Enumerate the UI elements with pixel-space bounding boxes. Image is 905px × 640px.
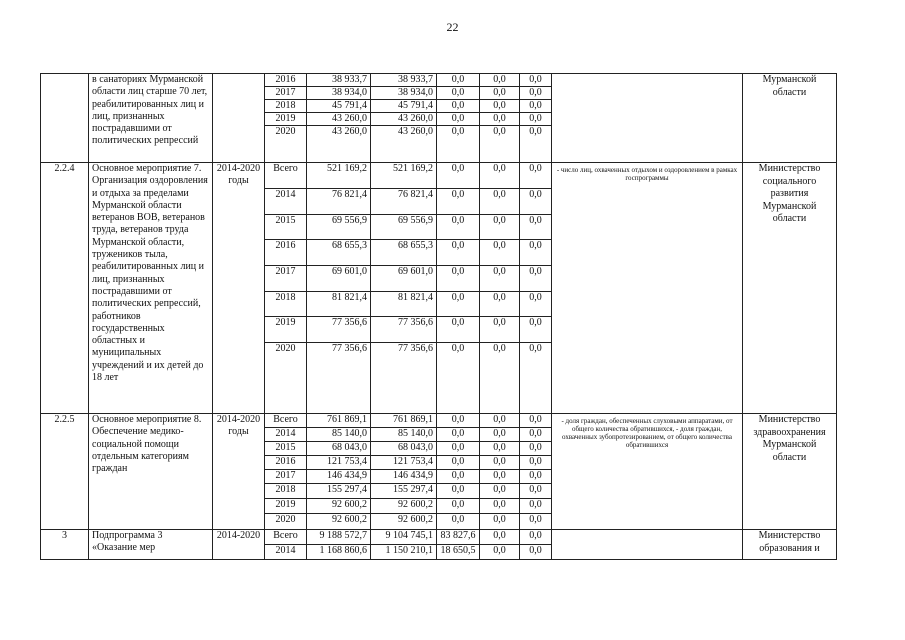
funding-cell: 0,0: [520, 317, 552, 343]
responsible-organization: Министерство социального развития Мурманской области: [743, 163, 837, 414]
activity-description: Основное мероприятие 7. Организация оздоровления и отдыха за пределами Мурманской области ветеранов ВОВ, ветеранов труда, ветеранов труда Мурманской области, тружеников тыла, реабилитированных лиц и лиц, признанных пострадавшими от политических репрессий, работников государственных областных и муниципальных учреждений и их детей до 18 лет: [89, 163, 213, 414]
page-number: 22: [446, 20, 459, 34]
year-cell: Всего: [265, 163, 307, 189]
funding-cell: 0,0: [520, 100, 552, 113]
funding-cell: 0,0: [437, 292, 480, 317]
year-cell: 2020: [265, 514, 307, 530]
table-row: [41, 163, 837, 189]
funding-cell: 0,0: [520, 215, 552, 240]
funding-cell: 69 556,9: [371, 215, 437, 240]
funding-cell: 0,0: [480, 514, 520, 530]
funding-cell: 45 791,4: [371, 100, 437, 113]
total-cell: 85 140,0: [307, 428, 371, 442]
activity-description: Основное мероприятие 8. Обеспечение медико-социальной помощи отдельным категориям граждан: [89, 414, 213, 530]
funding-cell: 121 753,4: [371, 456, 437, 470]
indicator-text: [552, 530, 743, 560]
funding-cell: 0,0: [480, 189, 520, 215]
year-cell: 2015: [265, 215, 307, 240]
funding-cell: 1 150 210,1: [371, 545, 437, 560]
year-cell: 2019: [265, 317, 307, 343]
total-cell: 121 753,4: [307, 456, 371, 470]
year-cell: 2016: [265, 74, 307, 87]
program-table: [40, 73, 837, 560]
program-table-wrap: [40, 73, 837, 560]
funding-cell: 68 043,0: [371, 442, 437, 456]
funding-cell: 0,0: [520, 514, 552, 530]
period: 2014-2020: [213, 530, 265, 560]
funding-cell: 43 260,0: [371, 126, 437, 163]
funding-cell: 0,0: [437, 343, 480, 414]
funding-cell: 0,0: [437, 189, 480, 215]
funding-cell: 38 933,7: [371, 74, 437, 87]
total-cell: 1 168 860,6: [307, 545, 371, 560]
funding-cell: 0,0: [480, 74, 520, 87]
total-cell: 92 600,2: [307, 514, 371, 530]
funding-cell: 0,0: [437, 456, 480, 470]
total-cell: 69 556,9: [307, 215, 371, 240]
funding-cell: 0,0: [480, 470, 520, 484]
funding-cell: 0,0: [520, 470, 552, 484]
row-number: 3: [41, 530, 89, 560]
row-number: 2.2.4: [41, 163, 89, 414]
funding-cell: 0,0: [480, 484, 520, 499]
funding-cell: 0,0: [480, 414, 520, 428]
funding-cell: 0,0: [437, 414, 480, 428]
year-cell: 2015: [265, 442, 307, 456]
funding-cell: 0,0: [437, 87, 480, 100]
funding-cell: 521 169,2: [371, 163, 437, 189]
funding-cell: 0,0: [520, 292, 552, 317]
funding-cell: 0,0: [437, 163, 480, 189]
total-cell: 76 821,4: [307, 189, 371, 215]
year-cell: 2019: [265, 113, 307, 126]
funding-cell: 0,0: [520, 189, 552, 215]
funding-cell: 0,0: [480, 113, 520, 126]
funding-cell: 0,0: [480, 163, 520, 189]
funding-cell: 0,0: [437, 240, 480, 266]
year-cell: 2014: [265, 428, 307, 442]
funding-cell: 0,0: [480, 530, 520, 545]
year-cell: 2018: [265, 100, 307, 113]
funding-cell: 0,0: [520, 87, 552, 100]
funding-cell: 0,0: [437, 317, 480, 343]
funding-cell: 0,0: [520, 499, 552, 514]
funding-cell: 0,0: [520, 428, 552, 442]
table-row: [41, 530, 837, 545]
total-cell: 68 655,3: [307, 240, 371, 266]
total-cell: 43 260,0: [307, 126, 371, 163]
funding-cell: 0,0: [520, 266, 552, 292]
funding-cell: 0,0: [437, 484, 480, 499]
funding-cell: 0,0: [437, 470, 480, 484]
funding-cell: 77 356,6: [371, 317, 437, 343]
funding-cell: 85 140,0: [371, 428, 437, 442]
total-cell: 69 601,0: [307, 266, 371, 292]
funding-cell: 0,0: [480, 240, 520, 266]
year-cell: Всего: [265, 414, 307, 428]
table-row: [41, 74, 837, 87]
year-cell: 2014: [265, 189, 307, 215]
funding-cell: 0,0: [520, 74, 552, 87]
total-cell: 146 434,9: [307, 470, 371, 484]
year-cell: 2016: [265, 456, 307, 470]
total-cell: 761 869,1: [307, 414, 371, 428]
funding-cell: 83 827,6: [437, 530, 480, 545]
funding-cell: 9 104 745,1: [371, 530, 437, 545]
indicator-text: - число лиц, охваченных отдыхом и оздоровлением в рамках госпрограммы: [552, 163, 743, 414]
funding-cell: 0,0: [437, 74, 480, 87]
funding-cell: 0,0: [520, 414, 552, 428]
year-cell: 2018: [265, 292, 307, 317]
row-number: 2.2.5: [41, 414, 89, 530]
funding-cell: 155 297,4: [371, 484, 437, 499]
total-cell: 521 169,2: [307, 163, 371, 189]
funding-cell: 0,0: [437, 442, 480, 456]
funding-cell: 0,0: [480, 292, 520, 317]
funding-cell: 0,0: [520, 163, 552, 189]
funding-cell: 38 934,0: [371, 87, 437, 100]
funding-cell: 0,0: [480, 499, 520, 514]
funding-cell: 43 260,0: [371, 113, 437, 126]
funding-cell: 76 821,4: [371, 189, 437, 215]
year-cell: 2020: [265, 343, 307, 414]
funding-cell: 0,0: [520, 126, 552, 163]
funding-cell: 92 600,2: [371, 514, 437, 530]
year-cell: 2017: [265, 87, 307, 100]
period: 2014-2020 годы: [213, 163, 265, 414]
funding-cell: 0,0: [480, 428, 520, 442]
funding-cell: 0,0: [480, 317, 520, 343]
funding-cell: 0,0: [437, 514, 480, 530]
funding-cell: 0,0: [437, 266, 480, 292]
year-cell: 2017: [265, 266, 307, 292]
year-cell: 2014: [265, 545, 307, 560]
funding-cell: 0,0: [520, 113, 552, 126]
funding-cell: 0,0: [437, 428, 480, 442]
year-cell: 2020: [265, 126, 307, 163]
total-cell: 155 297,4: [307, 484, 371, 499]
funding-cell: 0,0: [520, 545, 552, 560]
funding-cell: 0,0: [437, 100, 480, 113]
total-cell: 9 188 572,7: [307, 530, 371, 545]
total-cell: 92 600,2: [307, 499, 371, 514]
total-cell: 38 934,0: [307, 87, 371, 100]
year-cell: 2016: [265, 240, 307, 266]
indicator-text: [552, 74, 743, 163]
funding-cell: 0,0: [480, 87, 520, 100]
total-cell: 81 821,4: [307, 292, 371, 317]
funding-cell: 761 869,1: [371, 414, 437, 428]
funding-cell: 0,0: [480, 456, 520, 470]
total-cell: 45 791,4: [307, 100, 371, 113]
table-body: [41, 74, 837, 560]
indicator-text: - доля граждан, обеспеченных слуховыми аппаратами, от общего количества обратившихся, - доля граждан, охваченных зубопротезированием, от общего количества обратившихся: [552, 414, 743, 530]
funding-cell: 0,0: [480, 442, 520, 456]
activity-description: Подпрограмма 3 «Оказание мер: [89, 530, 213, 560]
funding-cell: 0,0: [480, 266, 520, 292]
total-cell: 38 933,7: [307, 74, 371, 87]
funding-cell: 69 601,0: [371, 266, 437, 292]
period: 2014-2020 годы: [213, 414, 265, 530]
year-cell: 2019: [265, 499, 307, 514]
funding-cell: 77 356,6: [371, 343, 437, 414]
year-cell: 2017: [265, 470, 307, 484]
funding-cell: 0,0: [520, 442, 552, 456]
funding-cell: 0,0: [520, 456, 552, 470]
funding-cell: 0,0: [437, 113, 480, 126]
activity-description: в санаториях Мурманской области лиц старше 70 лет, реабилитированных лиц и лиц, признанных пострадавшими от политических репрессий: [89, 74, 213, 163]
funding-cell: 81 821,4: [371, 292, 437, 317]
funding-cell: 0,0: [480, 545, 520, 560]
responsible-organization: Министерство здравоохранения Мурманской области: [743, 414, 837, 530]
funding-cell: 0,0: [520, 343, 552, 414]
total-cell: 68 043,0: [307, 442, 371, 456]
year-cell: Всего: [265, 530, 307, 545]
year-cell: 2018: [265, 484, 307, 499]
funding-cell: 146 434,9: [371, 470, 437, 484]
funding-cell: 68 655,3: [371, 240, 437, 266]
funding-cell: 18 650,5: [437, 545, 480, 560]
total-cell: 43 260,0: [307, 113, 371, 126]
funding-cell: 0,0: [437, 126, 480, 163]
row-number: [41, 74, 89, 163]
funding-cell: 0,0: [520, 484, 552, 499]
funding-cell: 0,0: [480, 126, 520, 163]
funding-cell: 0,0: [520, 530, 552, 545]
responsible-organization: Министерство образования и: [743, 530, 837, 560]
period: [213, 74, 265, 163]
total-cell: 77 356,6: [307, 343, 371, 414]
funding-cell: 92 600,2: [371, 499, 437, 514]
table-row: [41, 414, 837, 428]
funding-cell: 0,0: [480, 343, 520, 414]
funding-cell: 0,0: [437, 499, 480, 514]
funding-cell: 0,0: [480, 215, 520, 240]
funding-cell: 0,0: [437, 215, 480, 240]
funding-cell: 0,0: [520, 240, 552, 266]
total-cell: 77 356,6: [307, 317, 371, 343]
responsible-organization: Мурманской области: [743, 74, 837, 163]
funding-cell: 0,0: [480, 100, 520, 113]
